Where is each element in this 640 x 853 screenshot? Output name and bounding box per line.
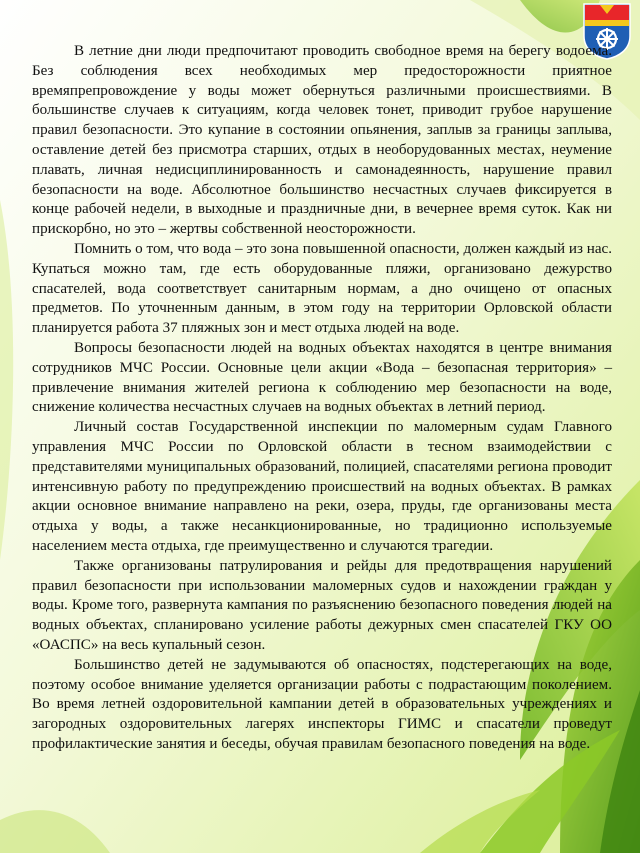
article-body bbox=[32, 42, 612, 755]
paragraph-5: Также организованы патрулирования и рейды для предотвращения нарушений правил безопасности при использовании маломерных судов и нахождении граждан у воды. Кроме того, развернута кампания по разъяснению безопасного поведения людей на водных объектах, спланировано усиление работы дежурных смен спасателей ГКУ ОО «ОАСПС» на весь купальный сезон. bbox=[32, 557, 612, 653]
paragraph-1: В летние дни люди предпочитают проводить свободное время на берегу водоема. Без соблюдения всех необходимых мер предосторожности приятное времяпрепровождение у воды может обернуться различными происшествиями. В большинстве случаев к ситуациям, когда человек тонет, приводит грубое нарушение правил безопасности. Это купание в состоянии опьянения, заплыв за границы заплыва, оставление детей без присмотра старших, отдых в необорудованных местах, неумение плавать, личная недисциплинированность и самонадеянность, нарушение правил безопасности на воде. Абсолютное большинство несчастных случаев фиксируется в конце рабочей недели, в выходные и праздничные дни, в вечернее время суток. Как ни прискорбно, но это – жертвы собственной неосторожности. bbox=[32, 43, 612, 238]
paragraph-2: Помнить о том, что вода – это зона повышенной опасности, должен каждый из нас. Купаться можно там, где есть оборудованные пляжи, организовано дежурство спасателей, вода соответствует санитарным нормам, а дно очищено от опасных предметов. По уточненным данным, в этом году на территории Орловской области планируется работа 37 пляжных зон и мест отдыха людей на воде. bbox=[32, 240, 612, 337]
paragraph-4: Личный состав Государственной инспекции по маломерным судам Главного управления МЧС России по Орловской области в тесном взаимодействии с представителями муниципальных образований, полицией, спасателями региона проводит интенсивную работу по предупреждению происшествий на водных объектах. В рамках акции основное внимание направлено на реки, озера, пруды, где организованы места отдыха у воды, а также несанкционированные, но традиционно используемые населением места отдыха, где преимущественно и случаются трагедии. bbox=[32, 419, 612, 554]
paragraph-6: Большинство детей не задумываются об опасностях, подстерегающих на воде, поэтому особое внимание уделяется организации работы с подрастающим поколением. Во время летней оздоровительной кампании детей в образовательных учреждениях и загородных оздоровительных лагерях инспекторы ГИМС и спасатели проведут профилактические занятия и беседы, обучая правилам безопасного поведения на воде. bbox=[32, 656, 612, 752]
paragraph-3: Вопросы безопасности людей на водных объектах находятся в центре внимания сотрудников МЧС России. Основные цели акции «Вода – безопасная территория» – привлечение внимания жителей региона к соблюдению мер безопасности на воде, снижение количества несчастных случаев на водных объектах в летний период. bbox=[32, 339, 612, 416]
